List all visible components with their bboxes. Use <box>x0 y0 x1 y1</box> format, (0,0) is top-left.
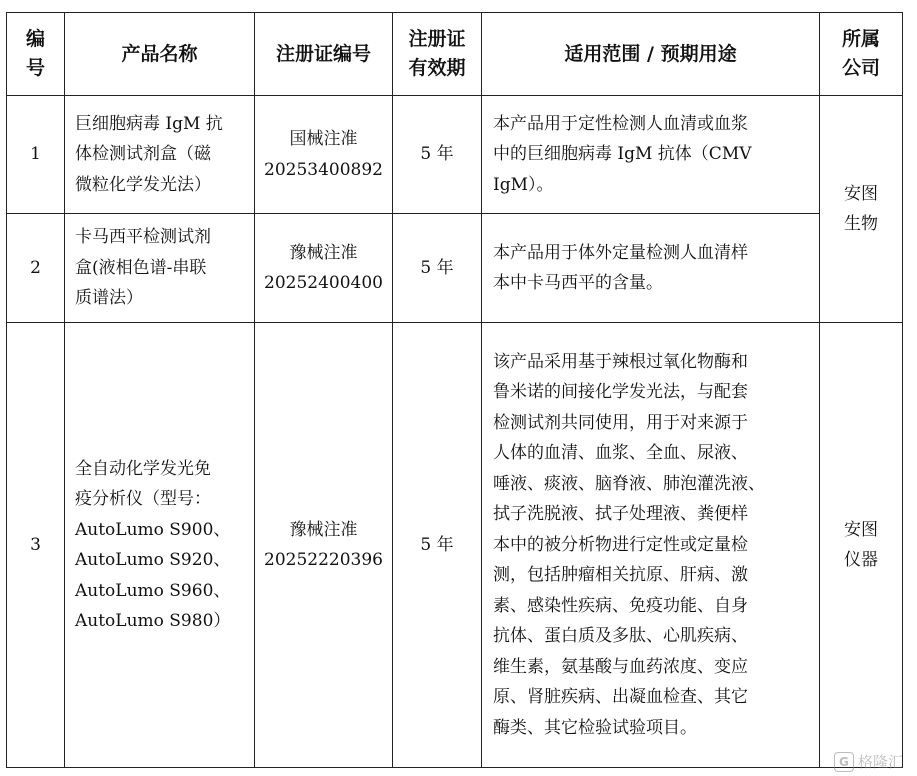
intended-use-line: 该产品采用基于辣根过氧化物酶和 <box>493 351 748 372</box>
header-scope: 适用范围 / 预期用途 <box>482 13 820 96</box>
row-number: 3 <box>7 323 65 768</box>
intended-use <box>482 323 820 768</box>
row-number: 1 <box>7 96 65 214</box>
product-name-line: 巨细胞病毒 IgM 抗 <box>75 113 223 134</box>
intended-use-line: 原、肾脏疾病、出凝血检查、其它 <box>493 687 748 708</box>
product-name-line: AutoLumo S900、 <box>75 519 231 540</box>
header-no-line1: 编 <box>25 28 45 50</box>
company-line1: 安图 <box>844 519 878 540</box>
registration-table <box>6 12 903 768</box>
header-company-line2: 公司 <box>841 57 880 79</box>
intended-use-line: 人体的血清、血浆、全血、尿液、 <box>493 443 748 464</box>
registration-number <box>255 323 393 768</box>
product-name-line: 疫分析仪（型号： <box>75 489 211 509</box>
reg-no-prefix: 豫械注准 <box>289 519 358 540</box>
intended-use-line: 唾液、痰液、脑脊液、肺泡灌洗液、 <box>493 473 765 494</box>
intended-use-line: IgM）。 <box>493 174 554 195</box>
reg-no-digits: 20252400400 <box>264 273 383 293</box>
product-name-line: 质谱法） <box>75 288 143 309</box>
intended-use-line: 本中的被分析物进行定性或定量检 <box>493 534 748 555</box>
registration-number <box>255 214 393 323</box>
reg-no-digits: 20253400892 <box>264 159 383 180</box>
table-row <box>7 323 903 768</box>
intended-use-line: 检测试剂共同使用，用于对来源于 <box>493 412 748 433</box>
registration-number <box>255 96 393 214</box>
company-line2: 仪器 <box>844 550 878 570</box>
validity-period: 5 年 <box>393 323 482 768</box>
row-number: 2 <box>7 214 65 323</box>
reg-no-digits: 20252220396 <box>264 550 383 570</box>
validity-period: 5 年 <box>393 214 482 323</box>
product-name-line: AutoLumo S980） <box>75 611 231 631</box>
intended-use-line: 拭子洗脱液、拭子处理液、粪便样 <box>493 504 748 525</box>
reg-no-prefix: 国械注准 <box>289 129 358 149</box>
header-no-line2: 号 <box>25 57 45 79</box>
company-cell <box>820 96 903 323</box>
reg-no-prefix: 豫械注准 <box>289 242 358 263</box>
product-name <box>65 323 255 768</box>
intended-use-line: 本产品用于定性检测人血清或血浆 <box>493 113 748 134</box>
header-company <box>820 13 903 96</box>
intended-use <box>482 214 820 323</box>
product-name-line: 微粒化学发光法） <box>75 174 211 195</box>
header-product-name: 产品名称 <box>65 13 255 96</box>
intended-use-line: 素、感染性疾病、免疫功能、自身 <box>493 595 748 616</box>
table-row <box>7 96 903 214</box>
header-validity-line1: 注册证 <box>408 28 466 50</box>
validity-period: 5 年 <box>393 96 482 214</box>
watermark-text: 格隆汇 <box>857 753 903 771</box>
header-reg-no: 注册证编号 <box>255 13 393 96</box>
header-validity <box>393 13 482 96</box>
product-name-line: 盒(液相色谱-串联 <box>75 257 207 278</box>
product-name-line: 体检测试剂盒（磁 <box>75 144 211 165</box>
company-line2: 生物 <box>844 214 878 234</box>
table-header-row <box>7 13 903 96</box>
product-name-line: 卡马西平检测试剂 <box>75 227 211 248</box>
intended-use-line: 维生素，氨基酸与血药浓度、变应 <box>493 656 748 677</box>
watermark <box>834 751 903 772</box>
product-name <box>65 96 255 214</box>
header-company-line1: 所属 <box>841 28 880 50</box>
intended-use-line: 酶类、其它检验试验项目。 <box>493 717 697 738</box>
intended-use-line: 抗体、蛋白质及多肽、心肌疾病、 <box>493 626 748 647</box>
intended-use-line: 本产品用于体外定量检测人血清样 <box>493 242 748 263</box>
intended-use-line: 本中卡马西平的含量。 <box>493 273 663 293</box>
product-name <box>65 214 255 323</box>
company-line1: 安图 <box>844 183 878 204</box>
product-name-line: AutoLumo S920、 <box>75 550 231 570</box>
product-name-line: AutoLumo S960、 <box>75 580 231 601</box>
header-validity-line2: 有效期 <box>408 57 466 79</box>
intended-use-line: 鲁米诺的间接化学发光法，与配套 <box>493 382 748 403</box>
intended-use-line: 中的巨细胞病毒 IgM 抗体（CMV <box>493 144 752 165</box>
company-cell <box>820 323 903 768</box>
header-no <box>7 13 65 96</box>
product-name-line: 全自动化学发光免 <box>75 458 211 479</box>
table-row <box>7 214 903 323</box>
watermark-logo-icon: G <box>834 752 854 772</box>
intended-use <box>482 96 820 214</box>
intended-use-line: 测，包括肿瘤相关抗原、肝病、激 <box>493 565 748 586</box>
